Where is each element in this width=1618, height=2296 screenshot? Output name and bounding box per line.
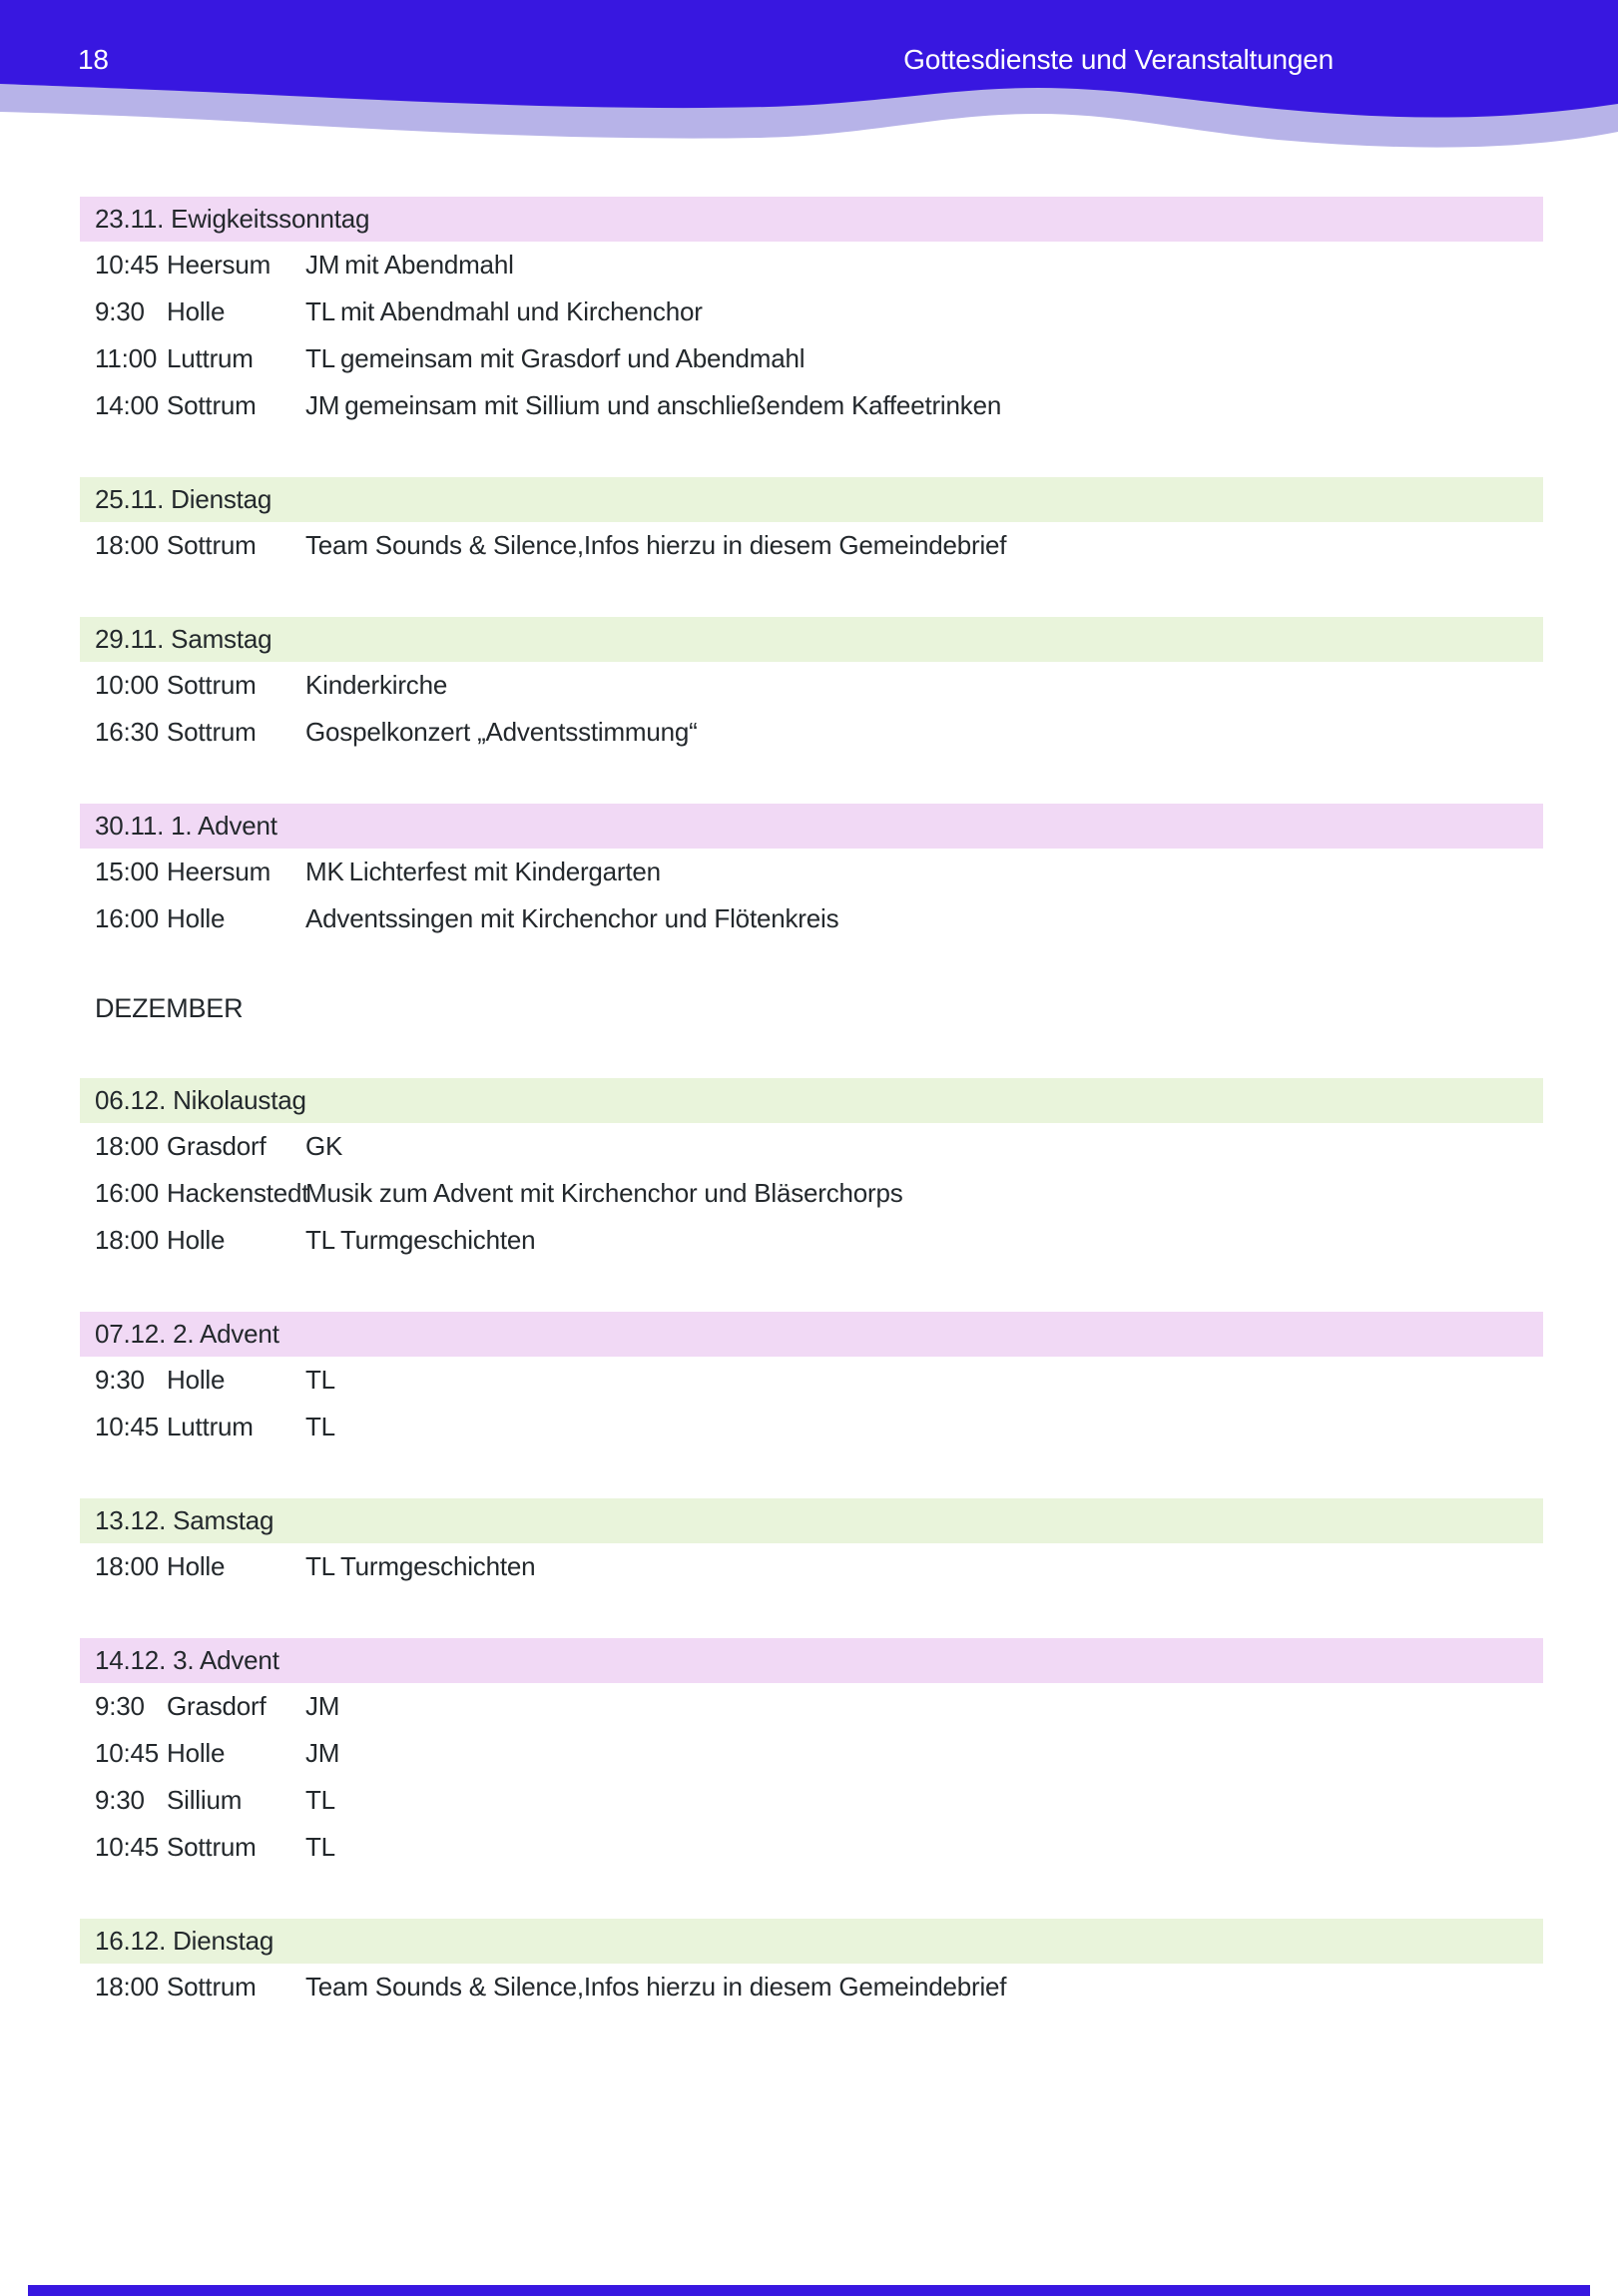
section-header xyxy=(80,1919,1543,1964)
row-time: 11:00 xyxy=(95,343,158,373)
section-header xyxy=(80,617,1543,662)
section-date: 25.11. xyxy=(95,484,165,514)
schedule xyxy=(80,197,1543,2010)
row-desc xyxy=(305,250,1543,281)
row-leader-initials: TL xyxy=(305,1551,335,1581)
row-time: 9:30 xyxy=(95,1785,145,1815)
row-time: 10:00 xyxy=(95,670,160,700)
section-header xyxy=(80,197,1543,242)
section-date: 16.12. xyxy=(95,1926,167,1956)
section-name: Dienstag xyxy=(173,1926,274,1956)
row-place: Holle xyxy=(167,1551,226,1581)
section-name: 2. Advent xyxy=(173,1319,279,1349)
row-place: Holle xyxy=(167,1365,226,1395)
section-name: 3. Advent xyxy=(173,1645,279,1675)
row-place: Sottrum xyxy=(167,390,257,420)
page-header xyxy=(0,0,1618,170)
section-30-11 xyxy=(80,804,1543,942)
section-name: Ewigkeitssonntag xyxy=(171,204,370,234)
header-wave-graphic xyxy=(0,0,1618,170)
row-description: gemeinsam mit Grasdorf und Abendmahl xyxy=(339,343,806,373)
row-leader-initials: JM xyxy=(305,1738,340,1768)
row-leader-initials: TL xyxy=(305,1785,335,1815)
row-desc xyxy=(305,857,1543,887)
section-header xyxy=(80,1498,1543,1543)
section-date: 06.12. xyxy=(95,1085,167,1115)
row-description: Turmgeschichten xyxy=(339,1551,536,1581)
schedule-row xyxy=(80,1123,1543,1170)
section-29-11 xyxy=(80,617,1543,756)
row-place: Heersum xyxy=(167,857,271,886)
schedule-row xyxy=(80,288,1543,335)
row-leader-initials: TL xyxy=(305,1412,335,1441)
section-name: Dienstag xyxy=(171,484,272,514)
schedule-row xyxy=(80,1217,1543,1264)
row-time: 18:00 xyxy=(95,1551,160,1581)
row-place: Sottrum xyxy=(167,1832,257,1862)
row-time: 10:45 xyxy=(95,250,160,280)
row-description: Team Sounds & Silence,Infos hierzu in diesem Gemeindebrief xyxy=(305,530,1007,560)
schedule-row xyxy=(80,1777,1543,1824)
schedule-row xyxy=(80,1357,1543,1404)
schedule-row xyxy=(80,1964,1543,2010)
section-header xyxy=(80,1638,1543,1683)
row-time: 16:00 xyxy=(95,903,160,933)
row-leader-initials: JM xyxy=(305,1691,340,1721)
section-header xyxy=(80,1312,1543,1357)
section-date: 30.11. xyxy=(95,811,165,841)
row-leader-initials: TL xyxy=(305,1225,335,1255)
section-name: Nikolaustag xyxy=(173,1085,306,1115)
section-date: 23.11. xyxy=(95,204,165,234)
row-time: 9:30 xyxy=(95,296,145,326)
row-desc xyxy=(305,390,1543,421)
row-desc xyxy=(305,1832,1543,1863)
row-time: 16:00 xyxy=(95,1178,160,1208)
row-place: Holle xyxy=(167,903,226,933)
section-14-12 xyxy=(80,1638,1543,1871)
schedule-row xyxy=(80,1404,1543,1450)
section-16-12 xyxy=(80,1919,1543,2010)
row-desc xyxy=(305,530,1543,561)
row-leader-initials: GK xyxy=(305,1131,343,1161)
row-place: Sottrum xyxy=(167,717,257,747)
section-07-12 xyxy=(80,1312,1543,1450)
section-date: 13.12. xyxy=(95,1505,167,1535)
month-heading: DEZEMBER xyxy=(95,993,244,1023)
schedule-row xyxy=(80,242,1543,288)
schedule-row xyxy=(80,1543,1543,1590)
row-desc xyxy=(305,1131,1543,1162)
schedule-row xyxy=(80,522,1543,569)
row-time: 18:00 xyxy=(95,1225,160,1255)
row-description: mit Abendmahl xyxy=(344,250,514,280)
row-desc xyxy=(305,670,1543,701)
row-leader-initials: JM xyxy=(305,390,340,420)
row-time: 16:30 xyxy=(95,717,160,747)
row-desc xyxy=(305,1738,1543,1769)
row-description: gemeinsam mit Sillium und anschließendem Kaffeetrinken xyxy=(344,390,1002,420)
row-time: 14:00 xyxy=(95,390,160,420)
schedule-row xyxy=(80,849,1543,895)
row-description: Turmgeschichten xyxy=(339,1225,536,1255)
row-desc xyxy=(305,1972,1543,2003)
footer-rule xyxy=(28,2285,1590,2296)
row-desc xyxy=(305,1365,1543,1396)
row-desc xyxy=(305,1178,1543,1209)
schedule-row xyxy=(80,662,1543,709)
row-desc xyxy=(305,1225,1543,1256)
section-25-11 xyxy=(80,477,1543,569)
page-title: Gottesdienste und Veranstaltungen xyxy=(903,44,1334,75)
section-date: 07.12. xyxy=(95,1319,167,1349)
row-place: Sottrum xyxy=(167,1972,257,2002)
page-number: 18 xyxy=(78,44,109,75)
row-place: Holle xyxy=(167,296,226,326)
row-description: mit Abendmahl und Kirchenchor xyxy=(339,296,703,326)
section-13-12 xyxy=(80,1498,1543,1590)
row-description: Team Sounds & Silence,Infos hierzu in diesem Gemeindebrief xyxy=(305,1972,1007,2002)
section-name: 1. Advent xyxy=(171,811,277,841)
section-name: Samstag xyxy=(171,624,272,654)
row-leader-initials: MK xyxy=(305,857,344,886)
row-desc xyxy=(305,1785,1543,1816)
row-place: Sillium xyxy=(167,1785,243,1815)
row-leader-initials: TL xyxy=(305,1832,335,1862)
schedule-row xyxy=(80,1824,1543,1871)
row-desc xyxy=(305,717,1543,748)
schedule-row xyxy=(80,335,1543,382)
row-place: Holle xyxy=(167,1738,226,1768)
row-place: Holle xyxy=(167,1225,226,1255)
row-place: Sottrum xyxy=(167,530,257,560)
row-time: 9:30 xyxy=(95,1691,145,1721)
row-place: Luttrum xyxy=(167,1412,254,1441)
row-desc xyxy=(305,296,1543,327)
row-time: 15:00 xyxy=(95,857,160,886)
row-time: 10:45 xyxy=(95,1832,160,1862)
row-description: Kinderkirche xyxy=(305,670,448,700)
section-name: Samstag xyxy=(173,1505,274,1535)
schedule-row xyxy=(80,1683,1543,1730)
schedule-row xyxy=(80,895,1543,942)
section-date: 14.12. xyxy=(95,1645,167,1675)
row-description: Lichterfest mit Kindergarten xyxy=(348,857,661,886)
schedule-row xyxy=(80,1170,1543,1217)
row-place: Hackenstedt xyxy=(167,1178,309,1208)
row-leader-initials: TL xyxy=(305,1365,335,1395)
row-desc xyxy=(305,343,1543,374)
row-place: Grasdorf xyxy=(167,1131,267,1161)
schedule-row xyxy=(80,709,1543,756)
section-23-11 xyxy=(80,197,1543,429)
section-header xyxy=(80,477,1543,522)
section-06-12 xyxy=(80,1078,1543,1264)
row-time: 18:00 xyxy=(95,1972,160,2002)
row-leader-initials: TL xyxy=(305,296,335,326)
row-description: Gospelkonzert „Adventsstimmung“ xyxy=(305,717,698,747)
row-place: Sottrum xyxy=(167,670,257,700)
row-description: Musik zum Advent mit Kirchenchor und Bläserchorps xyxy=(305,1178,903,1208)
row-place: Grasdorf xyxy=(167,1691,267,1721)
schedule-row xyxy=(80,1730,1543,1777)
row-place: Heersum xyxy=(167,250,271,280)
section-header xyxy=(80,804,1543,849)
row-time: 10:45 xyxy=(95,1412,160,1441)
row-time: 18:00 xyxy=(95,1131,160,1161)
section-date: 29.11. xyxy=(95,624,165,654)
schedule-row xyxy=(80,382,1543,429)
row-desc xyxy=(305,1551,1543,1582)
row-leader-initials: JM xyxy=(305,250,340,280)
section-header xyxy=(80,1078,1543,1123)
row-time: 10:45 xyxy=(95,1738,160,1768)
row-desc xyxy=(305,1691,1543,1722)
row-leader-initials: TL xyxy=(305,343,335,373)
row-time: 18:00 xyxy=(95,530,160,560)
row-desc xyxy=(305,903,1543,934)
row-time: 9:30 xyxy=(95,1365,145,1395)
row-desc xyxy=(305,1412,1543,1442)
row-description: Adventssingen mit Kirchenchor und Flötenkreis xyxy=(305,903,839,933)
row-place: Luttrum xyxy=(167,343,254,373)
